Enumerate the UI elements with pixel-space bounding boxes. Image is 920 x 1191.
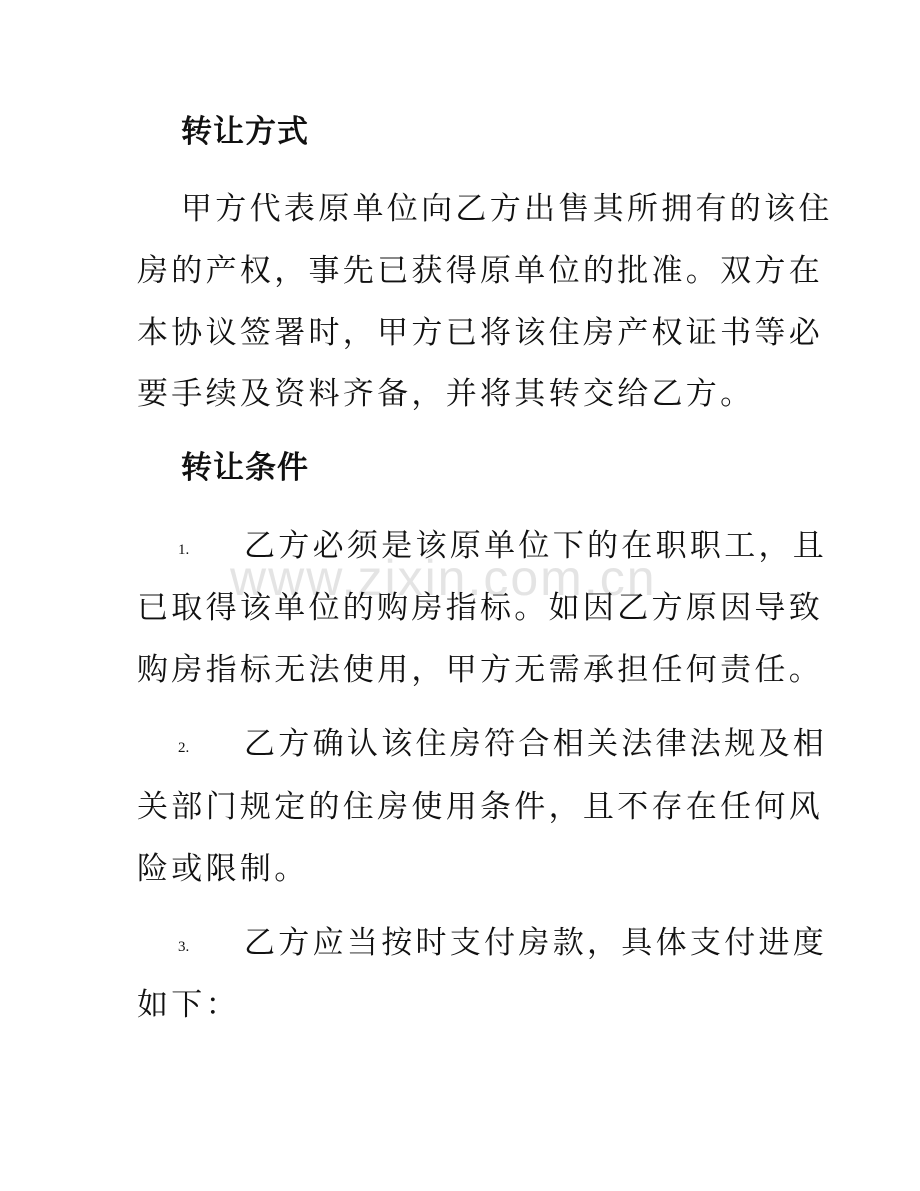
- list-item-line: 如下：: [137, 987, 240, 1023]
- list-item-line: 乙方确认该住房符合相关法律法规及相: [244, 726, 828, 762]
- list-item-line: 已取得该单位的购房指标。如因乙方原因导致: [137, 590, 823, 626]
- section-heading-transfer-conditions: 转让条件: [181, 450, 309, 486]
- list-item-line: 乙方必须是该原单位下的在职职工，且: [244, 528, 828, 564]
- section-heading-transfer-method: 转让方式: [181, 114, 309, 150]
- list-item-line: 购房指标无法使用，甲方无需承担任何责任。: [137, 652, 823, 688]
- paragraph-line: 房的产权，事先已获得原单位的批准。双方在: [137, 253, 823, 289]
- list-number: 3.: [178, 939, 190, 955]
- list-item-line: 险或限制。: [137, 851, 309, 887]
- list-item-line: 乙方应当按时支付房款，具体支付进度: [244, 925, 828, 961]
- list-item-line: 关部门规定的住房使用条件，且不存在任何风: [137, 789, 823, 825]
- list-number: 2.: [178, 740, 190, 756]
- list-number: 1.: [178, 542, 190, 558]
- watermark: www.zixin.com.cn: [230, 550, 657, 606]
- paragraph-line: 要手续及资料齐备，并将其转交给乙方。: [137, 376, 755, 412]
- paragraph-line: 本协议签署时，甲方已将该住房产权证书等必: [137, 315, 823, 351]
- paragraph-line: 甲方代表原单位向乙方出售其所拥有的该住: [181, 191, 833, 227]
